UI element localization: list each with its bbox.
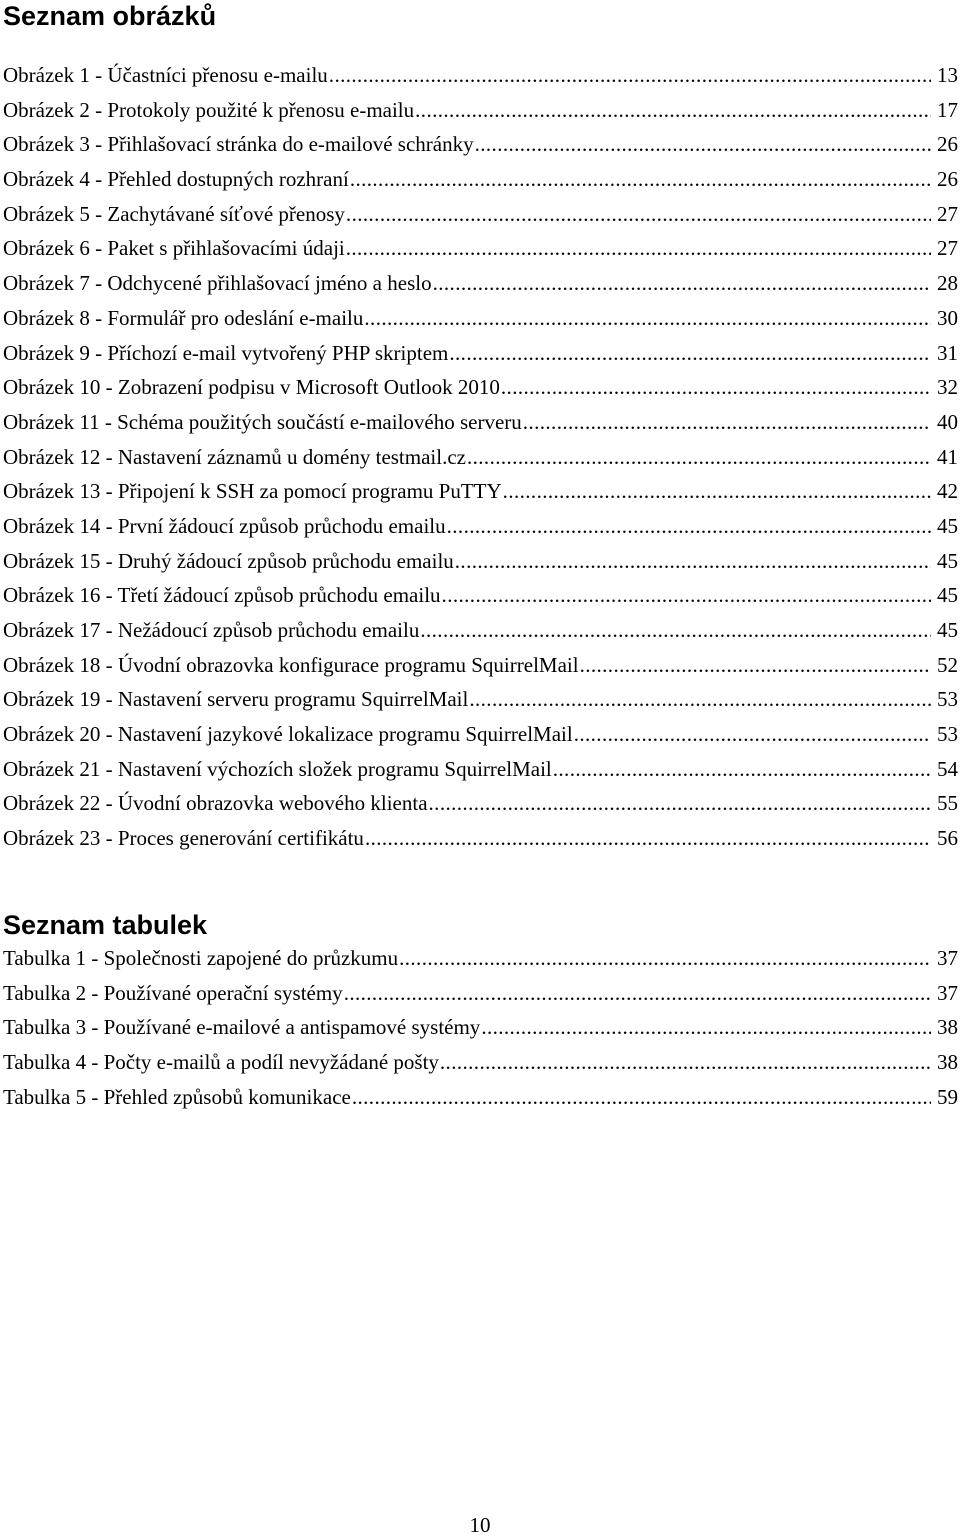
table-entry[interactable]	[3, 1045, 958, 1080]
table-entry[interactable]	[3, 1080, 958, 1115]
figure-entry[interactable]	[3, 197, 958, 232]
dot-leader	[469, 682, 931, 717]
entry-title: Obrázek 20 - Nastavení jazykové lokalizace programu SquirrelMail	[3, 722, 573, 747]
entry-title: Obrázek 3 - Přihlašovací stránka do e-mailové schránky	[3, 132, 474, 157]
figure-entry[interactable]	[3, 474, 958, 509]
entry-title: Obrázek 19 - Nastavení serveru programu SquirrelMail	[3, 687, 469, 712]
entry-title: Obrázek 9 - Příchozí e-mail vytvořený PHP skriptem	[3, 340, 449, 365]
dot-leader	[467, 440, 931, 475]
dot-leader	[429, 786, 931, 821]
entry-title: Tabulka 5 - Přehled způsobů komunikace	[3, 1084, 351, 1109]
dot-leader	[523, 405, 931, 440]
entry-title: Obrázek 2 - Protokoly použité k přenosu e-mailu	[3, 97, 415, 122]
dot-leader	[501, 370, 931, 405]
dot-leader	[447, 509, 931, 544]
figure-entry[interactable]	[3, 266, 958, 301]
entry-title: Obrázek 10 - Zobrazení podpisu v Microsoft Outlook 2010	[3, 375, 500, 400]
figure-entry[interactable]	[3, 509, 958, 544]
dot-leader	[344, 976, 931, 1011]
figure-entry[interactable]	[3, 127, 958, 162]
list-of-tables-heading: Seznam tabulek	[3, 910, 208, 940]
entry-title: Obrázek 14 - První žádoucí způsob průchodu emailu	[3, 513, 446, 538]
entry-title: Obrázek 6 - Paket s přihlašovacími údaji	[3, 236, 345, 261]
figure-entry[interactable]	[3, 58, 958, 93]
dot-leader	[329, 58, 931, 93]
entry-title: Obrázek 21 - Nastavení výchozích složek programu SquirrelMail	[3, 756, 552, 781]
figure-entry[interactable]	[3, 613, 958, 648]
figure-entry[interactable]	[3, 301, 958, 336]
entry-page-number: 30	[937, 305, 958, 330]
entry-title: Obrázek 1 - Účastníci přenosu e-mailu	[3, 63, 328, 87]
entry-page-number: 42	[937, 479, 958, 504]
list-of-tables	[3, 941, 958, 1114]
entry-title: Obrázek 18 - Úvodní obrazovka konfigurace programu SquirrelMail	[3, 652, 579, 677]
entry-page-number: 27	[937, 201, 958, 226]
entry-page-number: 55	[937, 791, 958, 816]
page-number: 10	[469, 1513, 491, 1537]
figure-entry[interactable]	[3, 648, 958, 683]
dot-leader	[580, 648, 931, 683]
figure-entry[interactable]	[3, 682, 958, 717]
entry-title: Obrázek 16 - Třetí žádoucí způsob průchodu emailu	[3, 583, 441, 608]
dot-leader	[350, 162, 931, 197]
entry-title: Obrázek 11 - Schéma použitých součástí e-mailového serveru	[3, 409, 522, 434]
figure-entry[interactable]	[3, 544, 958, 579]
entry-title: Obrázek 5 - Zachytávané síťové přenosy	[3, 201, 345, 226]
figure-entry[interactable]	[3, 231, 958, 266]
dot-leader	[481, 1010, 931, 1045]
entry-page-number: 45	[937, 548, 958, 573]
entry-title: Tabulka 1 - Společnosti zapojené do průzkumu	[3, 946, 399, 970]
figure-entry[interactable]	[3, 578, 958, 613]
entry-page-number: 40	[937, 409, 958, 434]
dot-leader	[503, 474, 931, 509]
entry-title: Obrázek 23 - Proces generování certifikátu	[3, 826, 364, 851]
entry-title: Obrázek 22 - Úvodní obrazovka webového klienta	[3, 791, 428, 816]
figure-entry[interactable]	[3, 752, 958, 787]
entry-page-number: 26	[937, 167, 958, 192]
dot-leader	[449, 336, 931, 371]
entry-page-number: 52	[937, 652, 958, 677]
dot-leader	[455, 544, 931, 579]
entry-page-number: 32	[937, 375, 958, 400]
list-of-figures	[3, 58, 958, 856]
dot-leader	[352, 1080, 931, 1115]
dot-leader	[415, 93, 931, 128]
figure-entry[interactable]	[3, 440, 958, 475]
dot-leader	[574, 717, 931, 752]
entry-page-number: 27	[937, 236, 958, 261]
entry-title: Tabulka 2 - Používané operační systémy	[3, 980, 343, 1005]
entry-title: Obrázek 8 - Formulář pro odeslání e-mailu	[3, 305, 364, 330]
dot-leader	[365, 821, 931, 856]
figure-entry[interactable]	[3, 786, 958, 821]
entry-page-number: 45	[937, 618, 958, 642]
entry-title: Obrázek 13 - Připojení k SSH za pomocí programu PuTTY	[3, 479, 502, 504]
entry-title: Tabulka 4 - Počty e-mailů a podíl nevyžádané pošty	[3, 1050, 439, 1075]
dot-leader	[346, 197, 931, 232]
entry-title: Obrázek 7 - Odchycené přihlašovací jméno a heslo	[3, 271, 432, 296]
figure-entry[interactable]	[3, 93, 958, 128]
entry-page-number: 53	[937, 722, 958, 747]
entry-page-number: 45	[937, 513, 958, 538]
entry-page-number: 38	[937, 1015, 958, 1040]
figure-entry[interactable]	[3, 717, 958, 752]
figure-entry[interactable]	[3, 821, 958, 856]
dot-leader	[399, 941, 931, 976]
entry-page-number: 59	[937, 1084, 958, 1109]
table-entry[interactable]	[3, 1010, 958, 1045]
dot-leader	[440, 1045, 931, 1080]
entry-page-number: 54	[937, 756, 958, 781]
table-entry[interactable]	[3, 976, 958, 1011]
entry-title: Obrázek 15 - Druhý žádoucí způsob průchodu emailu	[3, 548, 454, 573]
dot-leader	[475, 127, 931, 162]
dot-leader	[420, 613, 931, 648]
entry-page-number: 17	[937, 97, 958, 122]
dot-leader	[553, 752, 931, 787]
entry-page-number: 37	[937, 980, 958, 1005]
table-entry[interactable]	[3, 941, 958, 976]
entry-page-number: 13	[937, 63, 958, 87]
list-of-figures-heading: Seznam obrázků	[3, 1, 217, 31]
entry-title: Tabulka 3 - Používané e-mailové a antispamové systémy	[3, 1015, 481, 1040]
figure-entry[interactable]	[3, 336, 958, 371]
entry-page-number: 41	[937, 444, 958, 469]
entry-page-number: 53	[937, 687, 958, 712]
figure-entry[interactable]	[3, 405, 958, 440]
dot-leader	[346, 231, 931, 266]
figure-entry[interactable]	[3, 370, 958, 405]
entry-page-number: 37	[937, 946, 958, 970]
dot-leader	[442, 578, 931, 613]
dot-leader	[433, 266, 931, 301]
entry-page-number: 31	[937, 340, 958, 365]
entry-page-number: 56	[937, 826, 958, 851]
entry-page-number: 45	[937, 583, 958, 608]
entry-page-number: 38	[937, 1050, 958, 1075]
dot-leader	[364, 301, 931, 336]
entry-title: Obrázek 17 - Nežádoucí způsob průchodu emailu	[3, 618, 420, 642]
entry-title: Obrázek 4 - Přehled dostupných rozhraní	[3, 167, 349, 192]
entry-page-number: 28	[937, 271, 958, 296]
entry-title: Obrázek 12 - Nastavení záznamů u domény testmail.cz	[3, 444, 466, 469]
entry-page-number: 26	[937, 132, 958, 157]
figure-entry[interactable]	[3, 162, 958, 197]
